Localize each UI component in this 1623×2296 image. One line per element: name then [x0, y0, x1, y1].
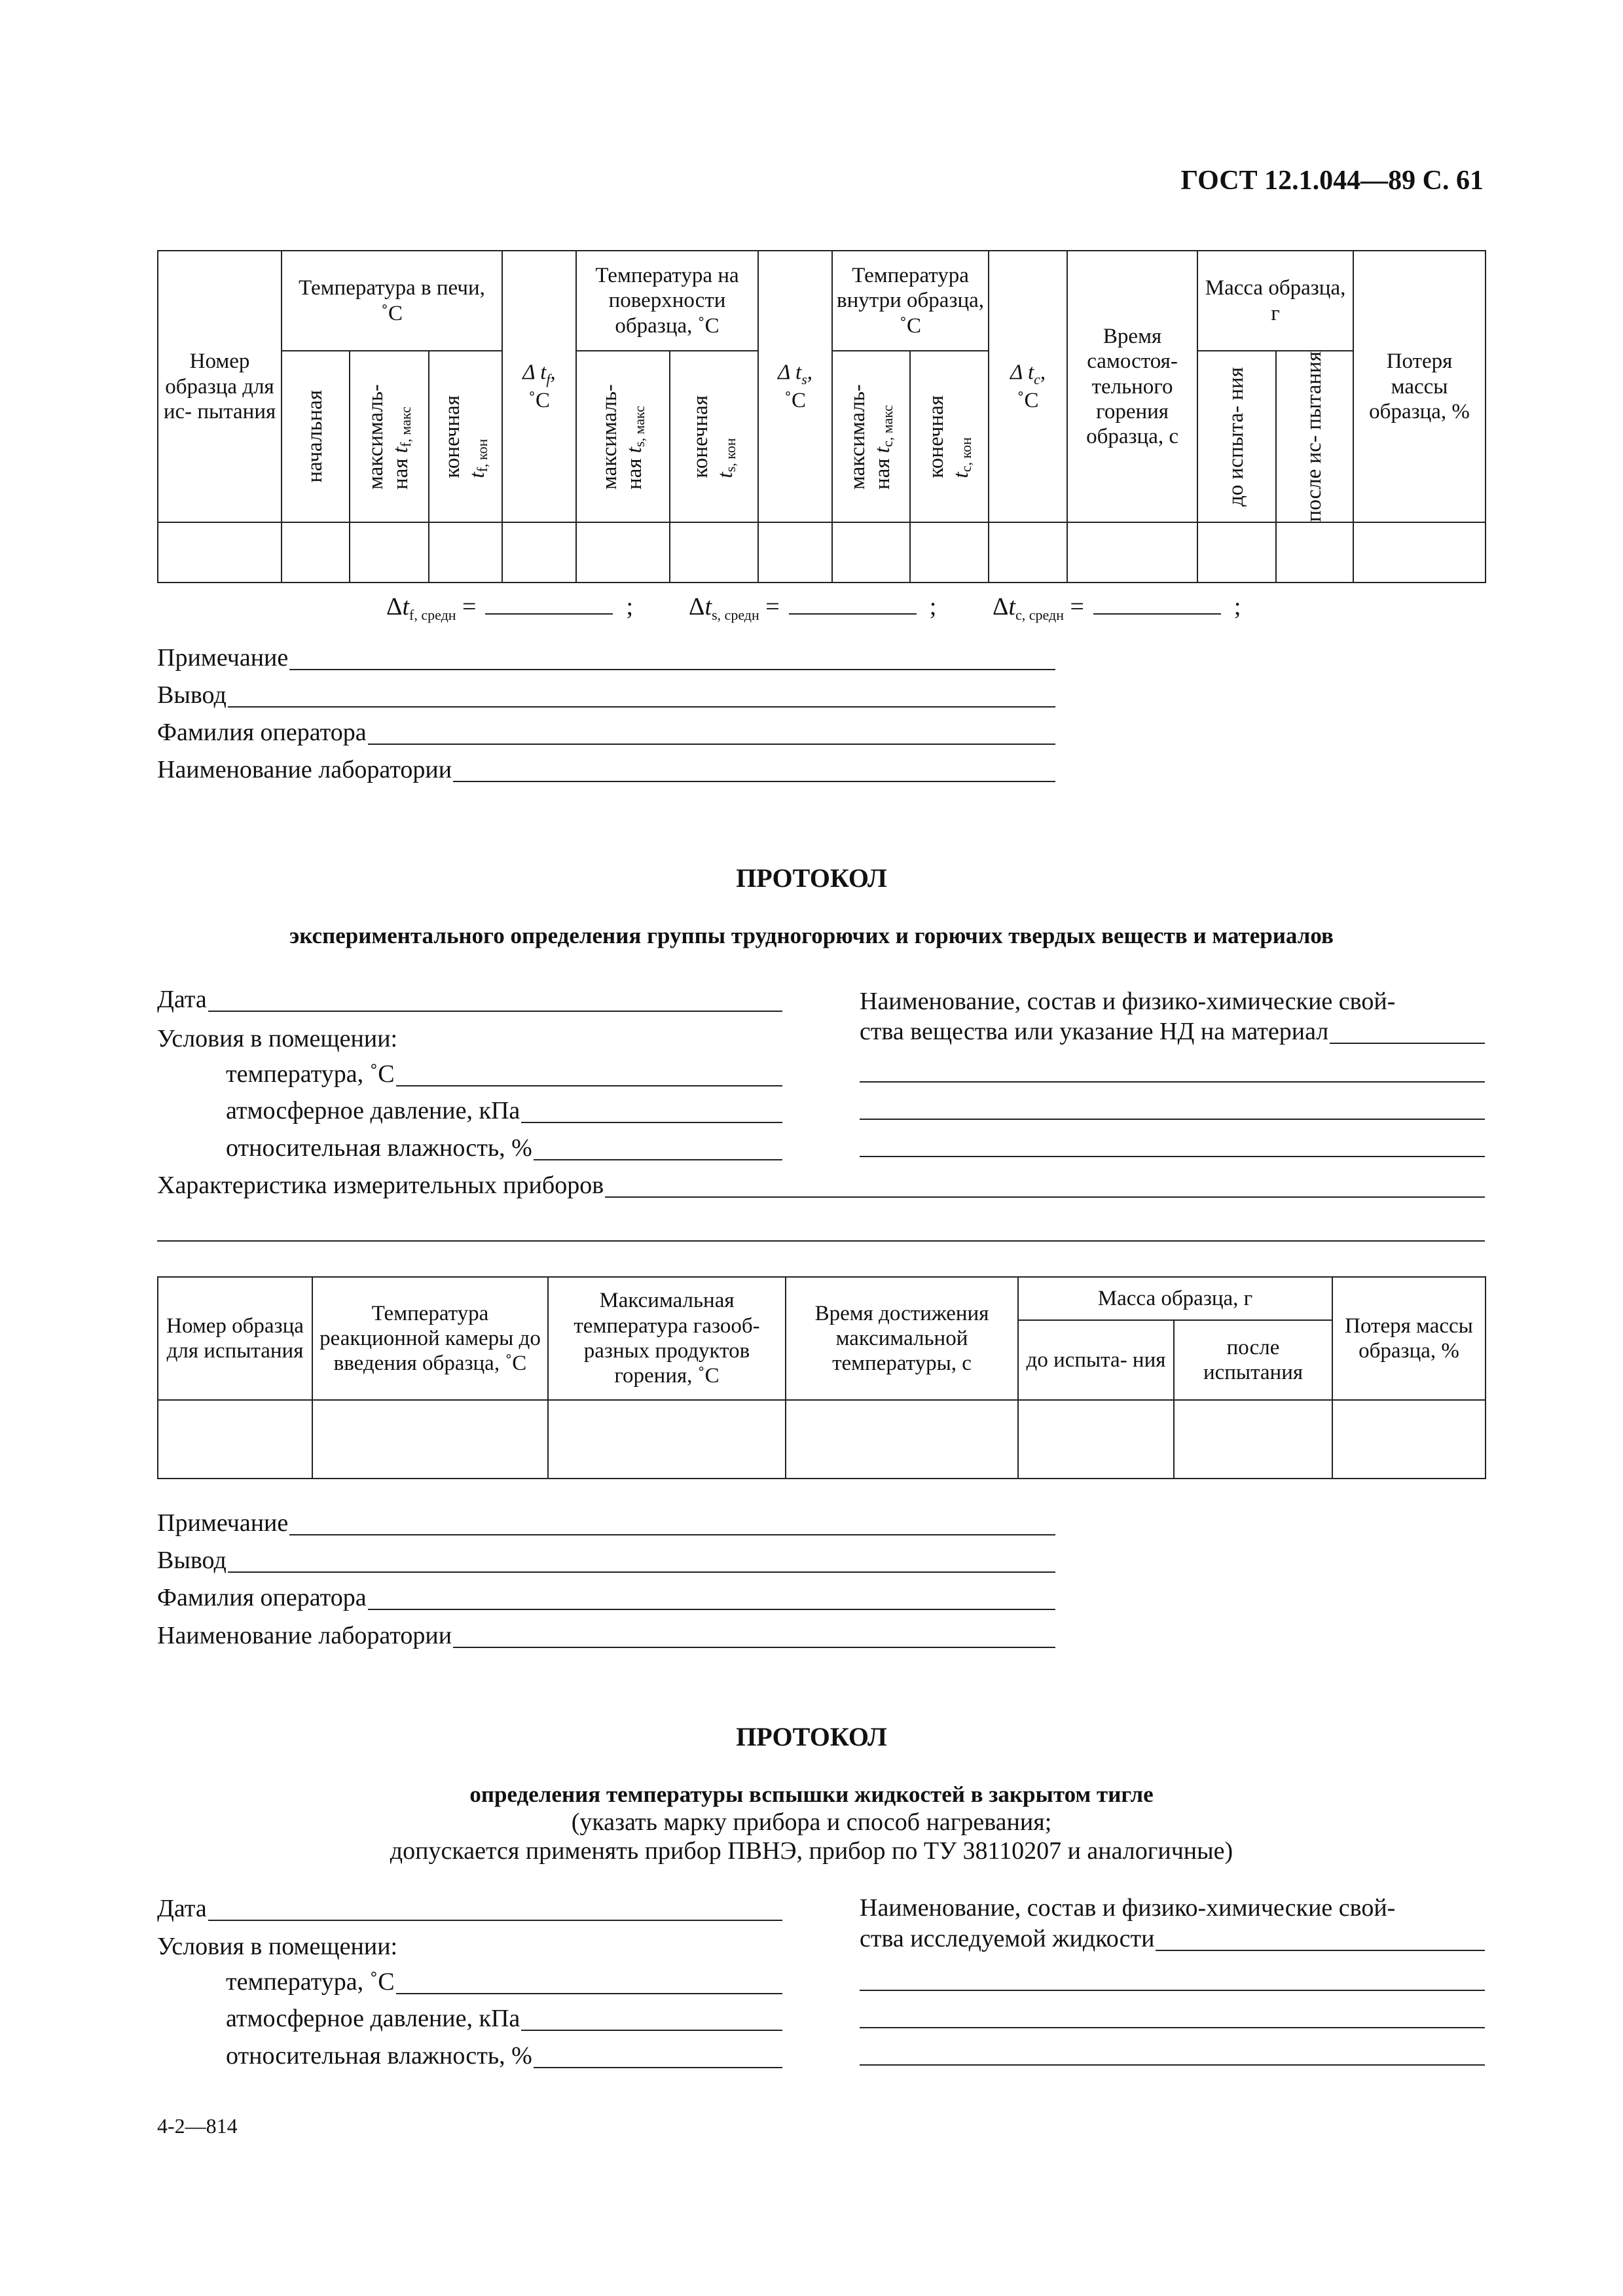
- protocol-3-title: ПРОТОКОЛ: [736, 1722, 887, 1751]
- delta-ts-field[interactable]: [789, 600, 917, 615]
- cell-empty[interactable]: [429, 522, 502, 583]
- t2-header-chamber-temp: Температура реакционной камеры до введения образца, ˚С: [312, 1277, 548, 1400]
- cell-empty[interactable]: [786, 1400, 1018, 1479]
- header-mass-loss: Потеря массы образца, %: [1353, 251, 1486, 522]
- cell-empty[interactable]: [548, 1400, 786, 1479]
- t2-header-mass-before: до испыта- ния: [1018, 1320, 1174, 1400]
- conclusion-field-2[interactable]: Вывод: [157, 1548, 1055, 1573]
- date-field-2[interactable]: Дата: [157, 987, 782, 1012]
- cell-empty[interactable]: [1332, 1400, 1486, 1479]
- substance-line[interactable]: [860, 1081, 1485, 1083]
- t2-header-mass-loss: Потеря массы образца, %: [1332, 1277, 1486, 1400]
- header-delta-ts: Δ $t_s$, ˚С: [758, 251, 832, 522]
- header-surface-end: конечная $t_{s, кон}$: [670, 351, 758, 522]
- header-furnace-max: максималь- ная $t_{f, макс}$: [350, 351, 429, 522]
- pressure-field-2[interactable]: атмосферное давление, кПа: [226, 1098, 782, 1123]
- header-furnace-start: начальная: [282, 351, 350, 522]
- humidity-field-3[interactable]: относительная влажность, %: [226, 2043, 782, 2068]
- cell-empty[interactable]: [989, 522, 1067, 583]
- protocol-3-subtitle: определения температуры вспышки жидкостей в закрытом тигле: [469, 1782, 1154, 1807]
- cell-empty[interactable]: [910, 522, 989, 583]
- cell-empty[interactable]: [1197, 522, 1276, 583]
- cell-empty[interactable]: [1353, 522, 1486, 583]
- lab-field-1[interactable]: Наименование лаборатории: [157, 757, 1055, 782]
- temperature-field-2[interactable]: температура, ˚С: [226, 1062, 782, 1086]
- header-inside-end: конечная $t_{c, кон}$: [910, 351, 989, 522]
- protocol-3-subtitle-line2: (указать марку прибора и способ нагревания;: [571, 1808, 1052, 1836]
- note-field-1[interactable]: Примечание: [157, 645, 1055, 670]
- temperature-field-3[interactable]: температура, ˚С: [226, 1969, 782, 1994]
- header-surface-max: максималь- ная $t_{s, макс}$: [576, 351, 670, 522]
- cell-empty[interactable]: [282, 522, 350, 583]
- date-field-3[interactable]: Дата: [157, 1896, 782, 1921]
- humidity-field-2[interactable]: относительная влажность, %: [226, 1136, 782, 1160]
- conditions-label-3: Условия в помещении:: [157, 1933, 398, 1960]
- header-inside-max: максималь- ная $t_{c, макс}$: [832, 351, 910, 522]
- header-delta-tc: Δ $t_c$, ˚С: [989, 251, 1067, 522]
- header-inside-temp: Температура внутри образца, ˚С: [832, 251, 989, 351]
- header-mass: Масса образца, г: [1197, 251, 1353, 351]
- liquid-line[interactable]: [860, 1990, 1485, 1991]
- operator-field-2[interactable]: Фамилия оператора: [157, 1585, 1055, 1610]
- t2-header-sample-number: Номер образца для испытания: [158, 1277, 312, 1400]
- cell-empty[interactable]: [158, 1400, 312, 1479]
- operator-field-1[interactable]: Фамилия оператора: [157, 720, 1055, 745]
- pressure-field-3[interactable]: атмосферное давление, кПа: [226, 2006, 782, 2031]
- header-mass-before: до испыта- ния: [1197, 351, 1276, 522]
- cell-empty[interactable]: [502, 522, 576, 583]
- protocol-2-subtitle: экспериментального определения группы трудногорючих и горючих твердых веществ и материалов: [289, 923, 1334, 948]
- footer-code: 4-2—814: [157, 2114, 238, 2138]
- liquid-name-field-3[interactable]: ства исследуемой жидкости: [860, 1926, 1485, 1951]
- header-sample-number: Номер образца для ис- пытания: [158, 251, 282, 522]
- table-row: [158, 522, 1486, 583]
- protocol-3-subtitle-line3: допускается применять прибор ПВНЭ, прибор по ТУ 38110207 и аналогичные): [390, 1837, 1233, 1865]
- conclusion-field-1[interactable]: Вывод: [157, 683, 1055, 708]
- protocol-2-title: ПРОТОКОЛ: [736, 863, 887, 893]
- liquid-name-label-3: Наименование, состав и физико-химические свой-: [860, 1894, 1396, 1922]
- liquid-line[interactable]: [860, 2064, 1485, 2066]
- cell-empty[interactable]: [350, 522, 429, 583]
- header-furnace-end: конечная $t_{f, кон}$: [429, 351, 502, 522]
- conditions-label-2: Условия в помещении:: [157, 1025, 398, 1052]
- cell-empty[interactable]: [758, 522, 832, 583]
- liquid-line[interactable]: [860, 2027, 1485, 2028]
- header-furnace-temp: Температура в печи, ˚С: [282, 251, 502, 351]
- delta-tc-field[interactable]: [1093, 600, 1221, 615]
- delta-tf-field[interactable]: [485, 600, 613, 615]
- table-row: [158, 1400, 1486, 1479]
- header-surface-temp: Температура на поверхности образца, ˚С: [576, 251, 758, 351]
- instruments-line[interactable]: [157, 1240, 1485, 1242]
- substance-line[interactable]: [860, 1119, 1485, 1120]
- note-field-2[interactable]: Примечание: [157, 1511, 1055, 1535]
- cell-empty[interactable]: [1174, 1400, 1332, 1479]
- protocol-2-table: [157, 1276, 1486, 1479]
- t2-header-mass: Масса образца, г: [1018, 1277, 1332, 1320]
- test-results-table: [157, 250, 1486, 583]
- cell-empty[interactable]: [1018, 1400, 1174, 1479]
- cell-empty[interactable]: [1067, 522, 1197, 583]
- t2-header-mass-after: после испытания: [1174, 1320, 1332, 1400]
- substance-name-label-2: Наименование, состав и физико-химические свой-: [860, 988, 1396, 1015]
- page-header: ГОСТ 12.1.044—89 С. 61: [1180, 166, 1484, 196]
- t2-header-time: Время достижения максимальной температуры, с: [786, 1277, 1018, 1400]
- t2-header-max-temp: Максимальная температура газооб- разных продуктов горения, ˚С: [548, 1277, 786, 1400]
- cell-empty[interactable]: [158, 522, 282, 583]
- cell-empty[interactable]: [1276, 522, 1353, 583]
- header-burn-time: Время самостоя- тельного горения образца, с: [1067, 251, 1197, 522]
- substance-line[interactable]: [860, 1156, 1485, 1157]
- lab-field-2[interactable]: Наименование лаборатории: [157, 1623, 1055, 1648]
- substance-name-field-2[interactable]: ства вещества или указание НД на материал: [860, 1019, 1485, 1044]
- cell-empty[interactable]: [312, 1400, 548, 1479]
- header-delta-tf: Δ $t_f$, ˚С: [502, 251, 576, 522]
- header-mass-after: после ис- пытания: [1276, 351, 1353, 522]
- instruments-field[interactable]: Характеристика измерительных приборов: [157, 1173, 1485, 1198]
- cell-empty[interactable]: [576, 522, 670, 583]
- cell-empty[interactable]: [670, 522, 758, 583]
- cell-empty[interactable]: [832, 522, 910, 583]
